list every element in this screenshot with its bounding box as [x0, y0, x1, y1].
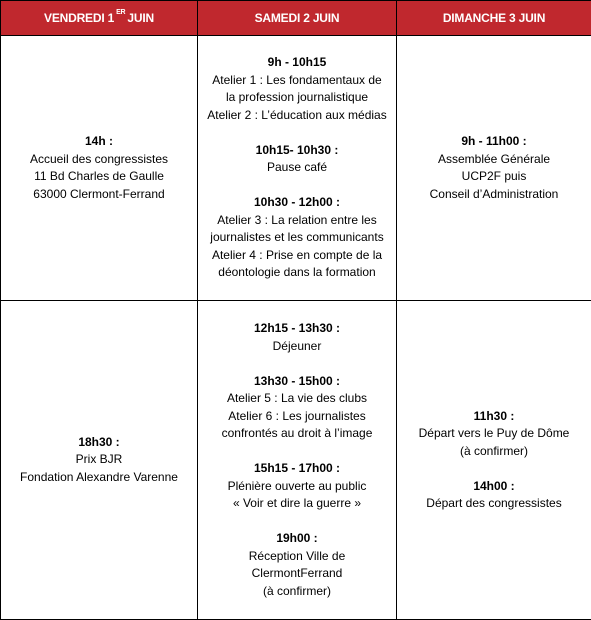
event-time: 10h30 - 12h00 : [253, 195, 341, 210]
header-row [1, 1, 591, 36]
event-block [1, 133, 197, 203]
event-line: (à confirmer) [459, 443, 528, 458]
event-line: Réception Ville de [248, 548, 346, 563]
event-block [397, 408, 591, 461]
header-friday-sup: ER [116, 9, 126, 16]
event-line: Atelier 4 : Prise en compte de la [211, 247, 383, 262]
schedule-row-1 [1, 36, 591, 301]
event-line: Atelier 3 : La relation entre les [217, 212, 377, 227]
event-time: 19h00 : [276, 531, 318, 546]
event-line: ClermontFerrand [251, 566, 343, 581]
event-line: Conseil d’Administration [429, 186, 559, 201]
event-block [198, 194, 396, 282]
event-line: (à confirmer) [262, 583, 331, 598]
header-saturday: SAMEDI 2 JUIN [198, 1, 397, 36]
event-block [1, 434, 197, 487]
event-block [198, 373, 396, 443]
event-line: Fondation Alexandre Varenne [20, 469, 178, 484]
event-line: confrontés au droit à l’image [221, 426, 373, 441]
event-block [397, 133, 591, 203]
event-line: Assemblée Générale [437, 151, 551, 166]
event-line: « Voir et dire la guerre » [232, 496, 362, 511]
event-line: Accueil des congressistes [29, 151, 169, 166]
cell-sunday-row1 [397, 36, 591, 301]
event-block [198, 530, 396, 600]
event-time: 14h00 : [473, 478, 515, 493]
event-line: Atelier 1 : Les fondamentaux de [212, 72, 382, 87]
cell-friday-row1 [1, 36, 198, 301]
event-time: 9h - 10h15 [267, 55, 327, 70]
event-time: 13h30 - 15h00 : [253, 373, 341, 388]
event-time: 18h30 : [78, 434, 120, 449]
event-time: 15h15 - 17h00 : [253, 461, 341, 476]
event-line: Atelier 2 : L’éducation aux médias [207, 107, 387, 122]
event-line: Atelier 6 : Les journalistes [228, 408, 366, 423]
event-block [198, 460, 396, 513]
event-block [397, 478, 591, 513]
event-line: Atelier 5 : La vie des clubs [226, 391, 368, 406]
cell-friday-row2 [1, 301, 198, 620]
event-line: UCP2F puis [461, 169, 527, 184]
event-line: Plénière ouverte au public [227, 478, 367, 493]
event-line: 11 Bd Charles de Gaulle [34, 169, 164, 184]
event-time: 14h : [84, 134, 113, 149]
event-line: Départ vers le Puy de Dôme [418, 426, 570, 441]
event-time: 10h15- 10h30 : [255, 142, 339, 157]
event-block [198, 320, 396, 355]
cell-saturday-row2 [198, 301, 397, 620]
event-block [198, 54, 396, 124]
event-line: Prix BJR [75, 452, 123, 467]
event-block [198, 142, 396, 177]
event-line: déontologie dans la formation [218, 265, 376, 280]
event-line: Pause café [266, 160, 328, 175]
event-line: la profession journalistique [225, 90, 369, 105]
header-friday [1, 1, 198, 36]
event-time: 9h - 11h00 : [461, 134, 527, 149]
event-line: journalistes et les communicants [210, 230, 384, 245]
event-line: Déjeuner [272, 338, 322, 353]
event-line: Départ des congressistes [426, 496, 562, 511]
header-friday-month: JUIN [127, 11, 154, 25]
header-friday-day: VENDREDI 1 [44, 11, 115, 25]
event-line: 63000 Clermont-Ferrand [33, 186, 165, 201]
header-sunday: DIMANCHE 3 JUIN [397, 1, 591, 36]
event-time: 11h30 : [473, 408, 515, 423]
schedule-row-2 [1, 301, 591, 620]
cell-sunday-row2 [397, 301, 591, 620]
cell-saturday-row1 [198, 36, 397, 301]
event-time: 12h15 - 13h30 : [253, 321, 341, 336]
